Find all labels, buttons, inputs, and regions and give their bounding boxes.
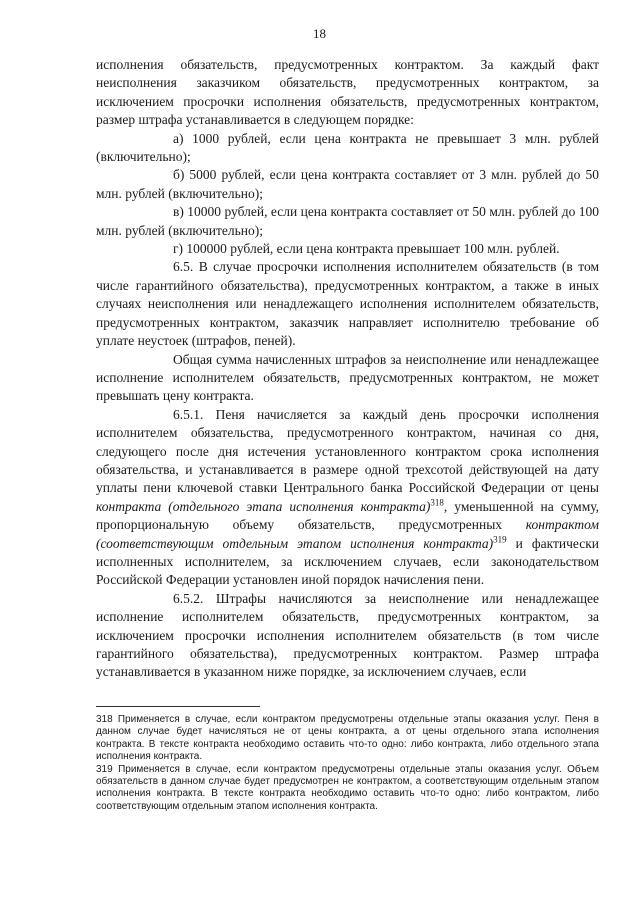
paragraph-total-fines: Общая сумма начисленных штрафов за неисполнение или ненадлежащее исполнение исполнителем обязательств, предусмотренных контрактом, не может превышать цену контракта.	[96, 351, 599, 404]
footnote-ref-318[interactable]: 318	[430, 497, 444, 508]
p651-part3: и фактически исполненных исполнителем, за исключением случаев, если законодательством Российской Федерации установлен иной порядок начисления пени.	[96, 535, 599, 588]
paragraph-fines-intro: исполнения обязательств, предусмотренных контрактом. За каждый факт неисполнения заказчиком обязательств, предусмотренных контрактом, за исключением просрочки исполнения обязательств, предусмотренных контрактом, размер штрафа устанавливается в следующем порядке:	[96, 57, 599, 128]
footnote-318: 318 Применяется в случае, если контрактом предусмотрены отдельные этапы оказания услуг. Пеня в данном случае будет начисляться не от цены контракта, а от цены отдельного этапа исполнения контракта. В тексте контракта необходимо оставить что-то одно: либо контракта, либо отдельного этапа исполнения контракта.	[96, 714, 599, 763]
list-item-v: в) 10000 рублей, если цена контракта составляет от 50 млн. рублей до 100 млн. рублей (включительно);	[96, 204, 599, 238]
p651-italic2: контрактом (соответствующим отдельным этапом исполнения контракта)	[96, 517, 599, 551]
list-item-b: б) 5000 рублей, если цена контракта составляет от 3 млн. рублей до 50 млн. рублей (включительно);	[96, 167, 599, 201]
footnotes	[96, 714, 599, 813]
footnote-319: 319 Применяется в случае, если контрактом предусмотрены отдельные этапы оказания услуг. Объем обязательств в данном случае будет предусмотрен не контрактом, а соответствующим отдельным этапом исполнения контракта. В тексте контракта необходимо оставить что-то одно: либо контрактом, либо соответствующим отдельным этапом исполнения контракта.	[96, 763, 599, 812]
document-body	[96, 56, 599, 682]
paragraph-6-5: 6.5. В случае просрочки исполнения исполнителем обязательств (в том числе гарантийного обязательства), предусмотренных контрактом, а также в иных случаях неисполнения или ненадлежащего исполнения исполнителем обязательств, предусмотренных контрактом, заказчик направляет исполнителю требование об уплате неустоек (штрафов, пеней).	[96, 259, 599, 349]
p651-part1: 6.5.1. Пеня начисляется за каждый день просрочки исполнения исполнителем обязательства, предусмотренного контрактом, начиная со дня, следующего после дня истечения установленного контрактом срока исполнения обязательства, и устанавливается в размере одной трехсотой действующей на дату уплаты пени ключевой ставки Центрального банка Российской Федерации от цены	[96, 406, 599, 496]
footnote-ref-319[interactable]: 319	[493, 534, 507, 545]
paragraph-6-5-1	[96, 406, 599, 590]
p651-part2: , уменьшенной на сумму, пропорциональную объему обязательств, предусмотренных	[96, 498, 600, 533]
list-item-g: г) 100000 рублей, если цена контракта превышает 100 млн. рублей.	[173, 241, 560, 257]
p651-italic1: контракта (отдельного этапа исполнения контракта)	[96, 498, 431, 514]
paragraph-6-5-2: 6.5.2. Штрафы начисляются за неисполнение или ненадлежащее исполнение исполнителем обязательств, предусмотренных контрактом, за исключением просрочки исполнения исполнителем обязательств (в том числе гарантийного обязательства), предусмотренных контрактом. Размер штрафа устанавливается в указанном ниже порядке, за исключением случаев, если	[96, 590, 599, 680]
footnote-separator	[96, 706, 260, 707]
page-number: 18	[313, 26, 326, 41]
list-item-a: а) 1000 рублей, если цена контракта не превышает 3 млн. рублей (включительно);	[96, 130, 599, 165]
